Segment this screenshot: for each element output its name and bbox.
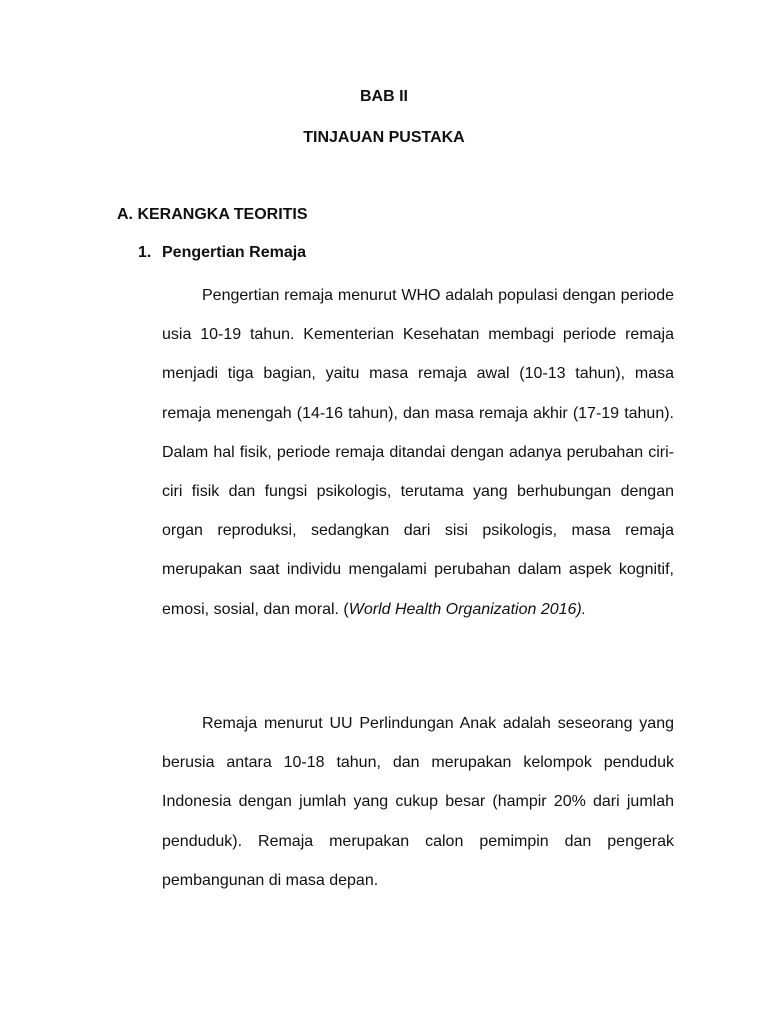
paragraph-1 (162, 276, 674, 629)
subsection-heading (138, 242, 306, 264)
paragraph-1-citation: World Health Organization 2016). (348, 600, 587, 618)
chapter-label: BAB II (360, 88, 408, 105)
subsection-title: Pengertian Remaja (162, 244, 307, 261)
chapter-title: TINJAUAN PUSTAKA (303, 129, 465, 146)
subsection-number: 1. (138, 244, 152, 261)
paragraph-1-text: Pengertian remaja menurut WHO adalah populasi dengan periode usia 10-19 tahun. Kementerian Kesehatan membagi periode remaja menjadi tiga bagian, yaitu masa remaja awal (10-13 tahun), masa remaja menengah (14-16 tahun), dan masa remaja akhir (17-19 tahun). Dalam hal fisik, periode remaja ditandai dengan adanya perubahan ciri-ciri fisik dan fungsi psikologis, terutama yang berhubungan dengan organ reproduksi, sedangkan dari sisi psikologis, masa remaja merupakan saat individu mengalami perubahan dalam aspek kognitif, emosi, sosial, dan moral. ( (162, 287, 674, 618)
section-heading: A. KERANGKA TEORITIS (117, 206, 308, 223)
paragraph-2: Remaja menurut UU Perlindungan Anak adalah seseorang yang berusia antara 10-18 tahun, dan merupakan kelompok penduduk Indonesia dengan jumlah yang cukup besar (hampir 20% dari jumlah penduduk). Remaja merupakan calon pemimpin dan pengerak pembangunan di masa depan. (162, 715, 674, 889)
